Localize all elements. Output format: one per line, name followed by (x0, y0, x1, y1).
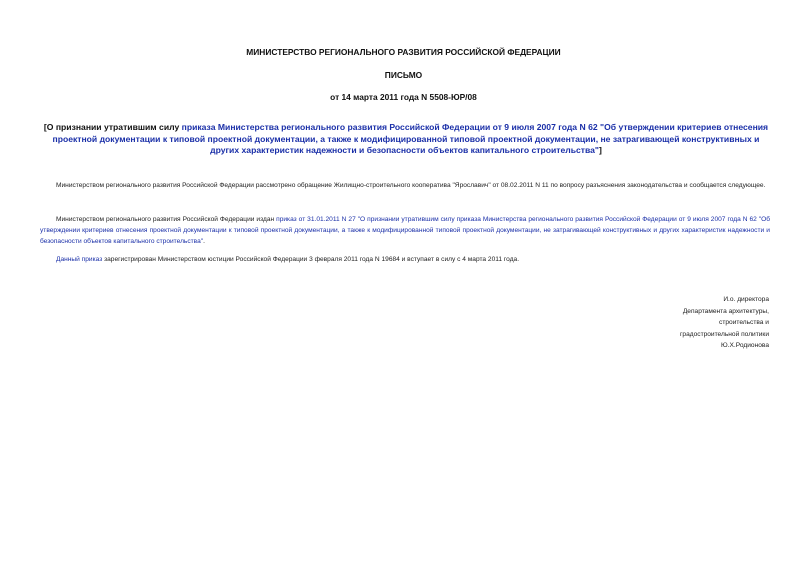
subject-suffix: ] (599, 145, 602, 155)
signature-position: И.о. директора (723, 296, 769, 303)
ministry-heading: МИНИСТЕРСТВО РЕГИОНАЛЬНОГО РАЗВИТИЯ РОССИЙСКОЙ ФЕДЕРАЦИИ (246, 47, 561, 57)
paragraph-2-suffix: . (203, 238, 205, 245)
document-date-number: от 14 марта 2011 года N 5508-ЮР/08 (330, 92, 477, 102)
paragraph-2-prefix: Министерством регионального развития Российской Федерации издан (56, 216, 277, 223)
paragraph-1: Министерством регионального развития Российской Федерации рассмотрено обращение Жилищно-строительного кооператива "Ярославич" от 08.02.2011 N 11 по вопросу разъяснения законодательства и сообщается следующее. (56, 182, 766, 189)
signature-block (569, 294, 769, 352)
signature-department-2: строительства и (719, 319, 769, 327)
signature-department-1: Департамента архитектуры, (682, 307, 769, 315)
paragraph-3 (40, 254, 770, 265)
paragraph-2 (40, 214, 770, 247)
document-type-heading: ПИСЬМО (384, 70, 423, 80)
subject-prefix: [О признании утратившим силу (43, 122, 182, 132)
order-link[interactable]: приказ от 31.01.2011 N 27 "О признании утратившим силу приказа Министерства регионального развития Российской Федерации от 9 июля 2007 года N 62 "Об утверждении критериев отнесения проектной документации к типовой проектной документации, а также к модифицированной типовой проектной документации, не затрагивающей конструктивных и других характеристик надежности и безопасности объектов капитального строительства" (40, 216, 771, 245)
signature-department-3: градостроительной политики (680, 330, 769, 338)
signature-name: Ю.Х.Родионова (721, 342, 769, 350)
paragraph-3-rest: зарегистрирован Министерством юстиции Российской Федерации 3 февраля 2011 года N 19684 и вступает в силу с 4 марта 2011 года. (102, 256, 520, 263)
this-order-link[interactable]: Данный приказ (56, 256, 103, 263)
document-subject (40, 122, 772, 157)
subject-link[interactable]: приказа Министерства регионального развития Российской Федерации от 9 июля 2007 года N 62 "Об утверждении критериев отнесения проектной документации к типовой проектной документации, а также к модифицированной типовой проектной документации, не затрагивающей конструктивных и других характеристик надежности и безопасности объектов капитального строительства" (52, 122, 769, 155)
